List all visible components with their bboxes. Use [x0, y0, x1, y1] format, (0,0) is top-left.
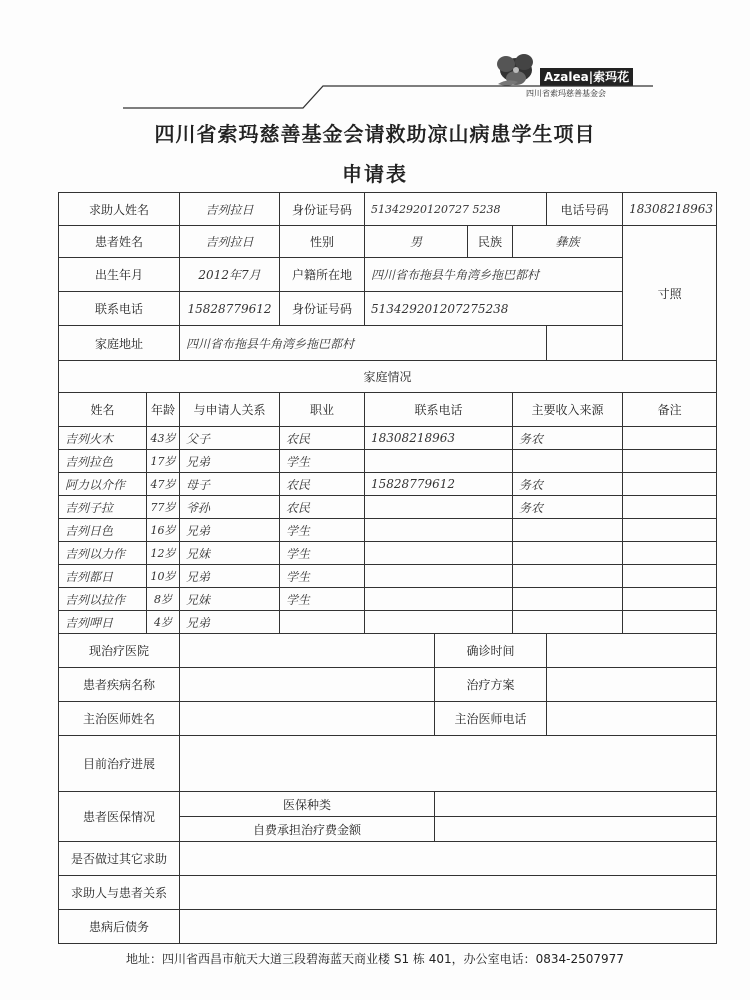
family-member-job[interactable]: 学生 — [280, 450, 365, 473]
self-pay-label: 自费承担治疗费金额 — [180, 817, 435, 842]
family-member-note[interactable] — [623, 450, 717, 473]
family-member-job[interactable]: 农民 — [280, 473, 365, 496]
family-section-row — [59, 361, 717, 393]
family-member-name[interactable]: 阿力以介作 — [59, 473, 147, 496]
family-member-name[interactable]: 吉列拉色 — [59, 450, 147, 473]
family-member-income[interactable] — [513, 450, 623, 473]
family-member-job[interactable]: 学生 — [280, 588, 365, 611]
family-member-relation[interactable]: 兄妹 — [180, 588, 280, 611]
birth-row — [59, 258, 717, 292]
other-aid-value[interactable] — [180, 842, 717, 876]
family-member-age[interactable]: 43岁 — [147, 427, 180, 450]
family-section-title: 家庭情况 — [59, 361, 717, 393]
family-member-note[interactable] — [623, 427, 717, 450]
family-member-age[interactable]: 10岁 — [147, 565, 180, 588]
family-member-relation[interactable]: 母子 — [180, 473, 280, 496]
family-member-name[interactable]: 吉列日色 — [59, 519, 147, 542]
applicant-id-label: 身份证号码 — [280, 193, 365, 226]
family-member-note[interactable] — [623, 565, 717, 588]
family-member-note[interactable] — [623, 611, 717, 634]
insurance-type-label: 医保种类 — [180, 792, 435, 817]
family-header-income: 主要收入来源 — [513, 393, 623, 427]
family-header-row — [59, 393, 717, 427]
logo-subtitle: 四川省索玛慈善基金会 — [526, 89, 606, 98]
form-title: 四川省索玛慈善基金会请救助凉山病患学生项目 — [154, 122, 596, 146]
disease-row — [59, 668, 717, 702]
hospital-row — [59, 634, 717, 668]
family-member-income[interactable] — [513, 611, 623, 634]
patient-name-row — [59, 226, 717, 258]
ethnic-value[interactable]: 彝族 — [513, 226, 623, 258]
disease-label: 患者疾病名称 — [59, 668, 180, 702]
address-value[interactable]: 四川省布拖县牛角湾乡拖巴都村 — [180, 326, 547, 361]
debt-label: 患病后债务 — [59, 910, 180, 944]
family-member-name[interactable]: 吉列以拉作 — [59, 588, 147, 611]
family-member-note[interactable] — [623, 519, 717, 542]
family-member-phone[interactable] — [365, 611, 513, 634]
patient-id-value[interactable]: 513429201207275238 — [365, 292, 623, 326]
debt-value[interactable] — [180, 910, 717, 944]
family-member-income[interactable] — [513, 565, 623, 588]
family-member-job[interactable]: 学生 — [280, 519, 365, 542]
insurance-type-value[interactable] — [435, 792, 717, 817]
family-member-income[interactable]: 务农 — [513, 496, 623, 519]
table-row — [59, 450, 717, 473]
family-member-job[interactable]: 农民 — [280, 496, 365, 519]
doctor-name-value[interactable] — [180, 702, 435, 736]
treatment-plan-value[interactable] — [547, 668, 717, 702]
address-label: 家庭地址 — [59, 326, 180, 361]
applicant-row — [59, 193, 717, 226]
doctor-row — [59, 702, 717, 736]
birth-value[interactable]: 2012年7月 — [180, 258, 280, 292]
family-member-age[interactable]: 16岁 — [147, 519, 180, 542]
table-row — [59, 565, 717, 588]
patient-id-label: 身份证号码 — [280, 292, 365, 326]
progress-row — [59, 736, 717, 792]
ethnic-label: 民族 — [468, 226, 513, 258]
hukou-value[interactable]: 四川省布拖县牛角湾乡拖巴都村 — [365, 258, 623, 292]
family-member-age[interactable]: 77岁 — [147, 496, 180, 519]
treatment-plan-label: 治疗方案 — [435, 668, 547, 702]
insurance-label: 患者医保情况 — [59, 792, 180, 842]
patient-name-value[interactable]: 吉列拉日 — [180, 226, 280, 258]
family-member-relation[interactable]: 兄弟 — [180, 519, 280, 542]
family-header-relation: 与申请人关系 — [180, 393, 280, 427]
patient-name-label: 患者姓名 — [59, 226, 180, 258]
family-member-phone[interactable] — [365, 565, 513, 588]
family-member-phone[interactable]: 18308218963 — [365, 427, 513, 450]
applicant-id-value[interactable]: 51342920120727 5238 — [365, 193, 547, 226]
family-member-age[interactable]: 47岁 — [147, 473, 180, 496]
treatment-progress-label: 目前治疗进展 — [59, 736, 180, 792]
doctor-phone-value[interactable] — [547, 702, 717, 736]
family-member-age[interactable]: 17岁 — [147, 450, 180, 473]
birth-label: 出生年月 — [59, 258, 180, 292]
disease-value[interactable] — [180, 668, 435, 702]
family-member-name[interactable]: 吉列子拉 — [59, 496, 147, 519]
family-member-age[interactable]: 4岁 — [147, 611, 180, 634]
family-member-phone[interactable] — [365, 519, 513, 542]
other-aid-label: 是否做过其它求助 — [59, 842, 180, 876]
application-form-table — [58, 192, 717, 944]
other-aid-row — [59, 842, 717, 876]
family-header-note: 备注 — [623, 393, 717, 427]
family-member-name[interactable]: 吉列呷日 — [59, 611, 147, 634]
hukou-label: 户籍所在地 — [280, 258, 365, 292]
family-member-note[interactable] — [623, 542, 717, 565]
table-row — [59, 427, 717, 450]
logo-brand-text: Azalea|索玛花 — [540, 68, 633, 86]
diagnosis-time-label: 确诊时间 — [435, 634, 547, 668]
family-member-job[interactable]: 农民 — [280, 427, 365, 450]
family-member-phone[interactable] — [365, 588, 513, 611]
table-row — [59, 611, 717, 634]
family-member-note[interactable] — [623, 496, 717, 519]
family-member-job[interactable]: 学生 — [280, 565, 365, 588]
family-member-phone[interactable] — [365, 496, 513, 519]
family-member-age[interactable]: 12岁 — [147, 542, 180, 565]
family-member-income[interactable] — [513, 519, 623, 542]
family-member-relation[interactable]: 兄弟 — [180, 565, 280, 588]
footer-address: 地址：四川省西昌市航天大道三段碧海蓝天商业楼 S1 栋 401，办公室电话：0834-2507977 — [126, 952, 624, 966]
family-member-relation[interactable]: 父子 — [180, 427, 280, 450]
applicant-name-value[interactable]: 吉列拉日 — [180, 193, 280, 226]
family-header-phone: 联系电话 — [365, 393, 513, 427]
table-row — [59, 542, 717, 565]
hospital-label: 现治疗医院 — [59, 634, 180, 668]
treatment-progress-value[interactable] — [180, 736, 717, 792]
family-member-phone[interactable] — [365, 450, 513, 473]
family-member-name[interactable]: 吉列火木 — [59, 427, 147, 450]
family-member-income[interactable]: 务农 — [513, 473, 623, 496]
gender-label: 性别 — [280, 226, 365, 258]
family-member-income[interactable]: 务农 — [513, 427, 623, 450]
family-member-income[interactable] — [513, 588, 623, 611]
self-pay-value[interactable] — [435, 817, 717, 842]
contact-value[interactable]: 15828779612 — [180, 292, 280, 326]
table-row — [59, 588, 717, 611]
applicant-phone-value[interactable]: 18308218963 — [623, 193, 717, 226]
photo-box: 寸照 — [623, 226, 717, 361]
applicant-patient-relation-value[interactable] — [180, 876, 717, 910]
family-member-job[interactable] — [280, 611, 365, 634]
family-member-income[interactable] — [513, 542, 623, 565]
hospital-value[interactable] — [180, 634, 435, 668]
gender-value[interactable]: 男 — [365, 226, 468, 258]
contact-row — [59, 292, 717, 326]
family-member-relation[interactable]: 兄弟 — [180, 611, 280, 634]
family-member-age[interactable]: 8岁 — [147, 588, 180, 611]
family-member-name[interactable]: 吉列都日 — [59, 565, 147, 588]
family-member-phone[interactable]: 15828779612 — [365, 473, 513, 496]
family-header-job: 职业 — [280, 393, 365, 427]
family-member-relation[interactable]: 兄弟 — [180, 450, 280, 473]
form-subtitle: 申请表 — [342, 162, 408, 186]
doctor-name-label: 主治医师姓名 — [59, 702, 180, 736]
family-member-note[interactable] — [623, 588, 717, 611]
applicant-name-label: 求助人姓名 — [59, 193, 180, 226]
table-row — [59, 519, 717, 542]
family-member-job[interactable]: 学生 — [280, 542, 365, 565]
header-decorative-line — [123, 84, 653, 110]
table-row — [59, 496, 717, 519]
diagnosis-time-value[interactable] — [547, 634, 717, 668]
debt-row — [59, 910, 717, 944]
insurance-type-row — [59, 792, 717, 817]
applicant-phone-label: 电话号码 — [547, 193, 623, 226]
contact-label: 联系电话 — [59, 292, 180, 326]
family-member-relation[interactable]: 爷孙 — [180, 496, 280, 519]
family-header-age: 年龄 — [147, 393, 180, 427]
family-member-relation[interactable]: 兄妹 — [180, 542, 280, 565]
address-row — [59, 326, 717, 361]
doctor-phone-label: 主治医师电话 — [435, 702, 547, 736]
relation-row — [59, 876, 717, 910]
family-header-name: 姓名 — [59, 393, 147, 427]
table-row — [59, 473, 717, 496]
family-member-phone[interactable] — [365, 542, 513, 565]
family-member-note[interactable] — [623, 473, 717, 496]
applicant-patient-relation-label: 求助人与患者关系 — [59, 876, 180, 910]
family-member-name[interactable]: 吉列以力作 — [59, 542, 147, 565]
